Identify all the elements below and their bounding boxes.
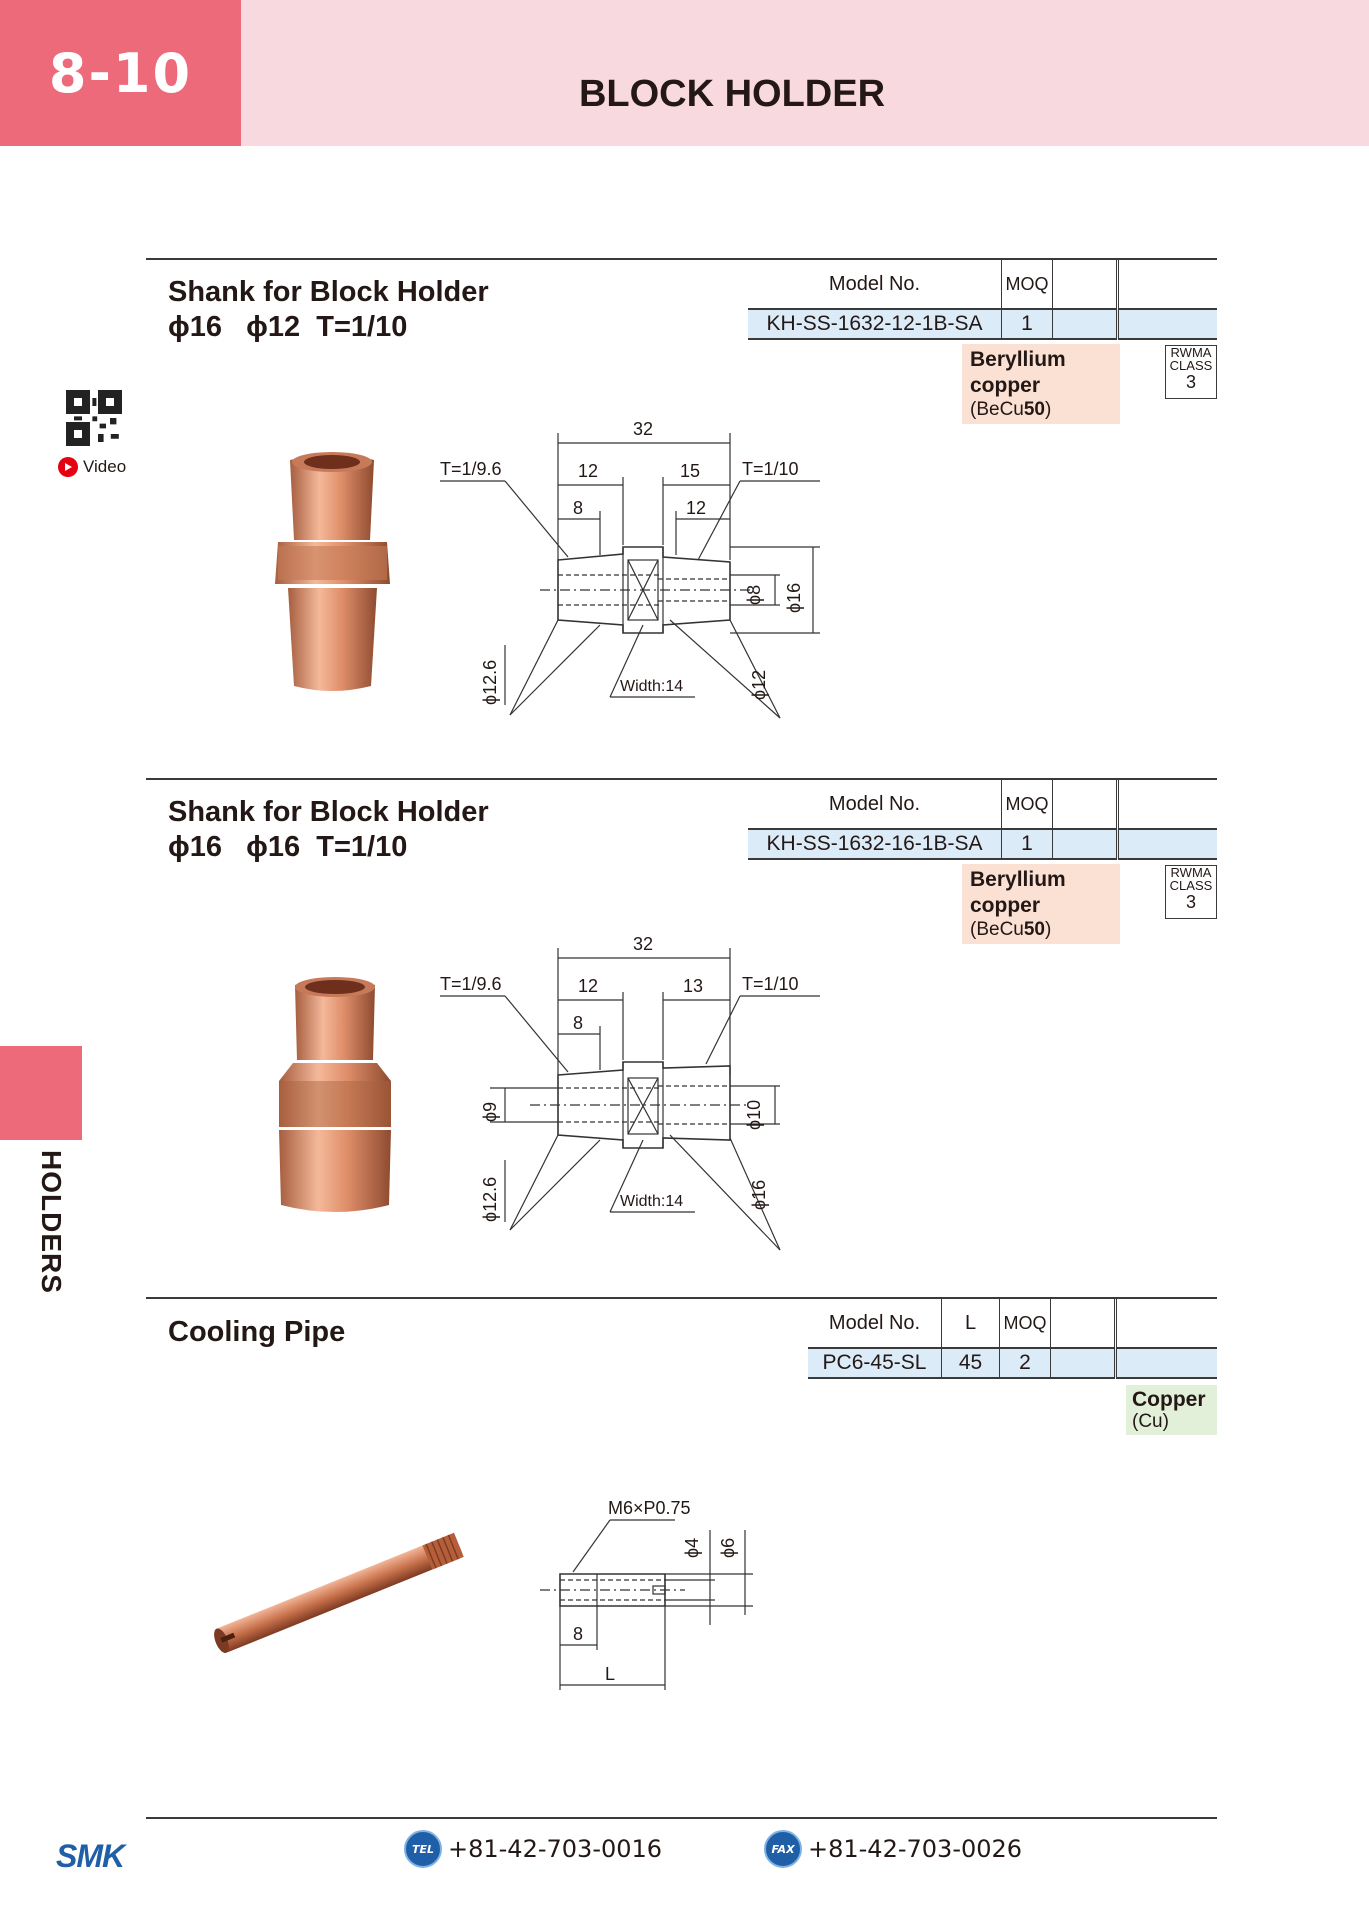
width-label: Width:14 xyxy=(620,1193,684,1210)
dim-phi16: ϕ16 xyxy=(784,582,804,613)
material-code: (BeCu50) xyxy=(970,919,1052,940)
dim-overall: 32 xyxy=(633,419,654,439)
dim-8: 8 xyxy=(573,1013,584,1033)
section-subtitle: ϕ16 ϕ16 T=1/10 xyxy=(168,831,408,863)
width-label: Width:14 xyxy=(620,678,684,695)
section-title: Shank for Block Holder xyxy=(168,276,489,308)
dim-phi8: ϕ8 xyxy=(744,584,764,605)
dim-phi6: ϕ6 xyxy=(718,1537,738,1558)
dim-12: 12 xyxy=(578,976,599,996)
tel-icon: TEL xyxy=(404,1830,442,1868)
dim-phi9: ϕ9 xyxy=(480,1101,500,1122)
page-number: 8-10 xyxy=(0,0,241,146)
dim-13: 13 xyxy=(683,976,704,996)
moq-value: 1 xyxy=(1002,829,1053,859)
col-model-header: Model No. xyxy=(828,792,921,815)
section-title: Cooling Pipe xyxy=(168,1316,346,1348)
video-label: Video xyxy=(83,457,127,476)
dim-phi12-6: ϕ12.6 xyxy=(480,659,500,705)
material-name: Beryllium copper xyxy=(970,868,1066,917)
footer-divider xyxy=(146,1817,1217,1819)
moq-value: 1 xyxy=(1002,309,1053,339)
material-code: (BeCu50) xyxy=(970,399,1052,420)
col-moq-header: MOQ xyxy=(1002,780,1053,829)
fax-contact[interactable] xyxy=(764,1830,1022,1868)
dim-phi12: ϕ12 xyxy=(749,669,769,700)
technical-drawing xyxy=(430,415,830,725)
material-name: Beryllium copper xyxy=(970,348,1066,397)
material-badge xyxy=(1126,1385,1217,1435)
section-subtitle: ϕ16 ϕ12 T=1/10 xyxy=(168,311,408,343)
side-tab xyxy=(0,1046,82,1140)
col-model-header: Model No. xyxy=(828,272,921,295)
video-link[interactable] xyxy=(58,457,126,477)
right-taper-label: T=1/10 xyxy=(742,459,799,479)
model-table xyxy=(748,780,1217,860)
material-name: Copper xyxy=(1132,1388,1206,1411)
dim-12b: 12 xyxy=(686,498,707,518)
technical-drawing xyxy=(535,1490,765,1700)
col-model-header: Model No. xyxy=(828,1311,921,1334)
product-photo xyxy=(270,450,395,695)
material-code: (Cu) xyxy=(1132,1411,1169,1432)
dim-8: 8 xyxy=(573,1624,584,1644)
dim-12: 12 xyxy=(578,461,599,481)
thread-label: M6×P0.75 xyxy=(608,1498,691,1518)
dim-phi12-6: ϕ12.6 xyxy=(480,1176,500,1222)
dim-L: L xyxy=(605,1664,616,1684)
material-badge xyxy=(962,864,1120,944)
play-icon xyxy=(58,457,78,477)
fax-icon: FAX xyxy=(764,1830,802,1868)
qr-code-icon[interactable] xyxy=(66,390,122,446)
length-value: 45 xyxy=(942,1348,1000,1378)
dim-15: 15 xyxy=(680,461,701,481)
rwma-class-box: RWMA CLASS 3 xyxy=(1165,865,1217,919)
section-title: Shank for Block Holder xyxy=(168,796,489,828)
left-taper-label: T=1/9.6 xyxy=(440,974,502,994)
tel-contact[interactable] xyxy=(404,1830,662,1868)
moq-value: 2 xyxy=(1000,1348,1051,1378)
technical-drawing xyxy=(430,930,830,1260)
dim-phi16: ϕ16 xyxy=(749,1179,769,1210)
right-taper-label: T=1/10 xyxy=(742,974,799,994)
product-photo xyxy=(205,1530,475,1660)
page-title-text: BLOCK HOLDER xyxy=(578,72,886,115)
col-moq-header: MOQ xyxy=(1002,260,1053,309)
model-table xyxy=(808,1299,1217,1379)
col-moq-header: MOQ xyxy=(1000,1299,1051,1348)
page-title xyxy=(241,0,1223,190)
model-number[interactable]: PC6-45-SL xyxy=(808,1348,942,1378)
dim-phi10: ϕ10 xyxy=(744,1099,764,1130)
model-table xyxy=(748,260,1217,340)
material-badge xyxy=(962,344,1120,424)
product-photo xyxy=(275,975,395,1215)
model-number[interactable]: KH-SS-1632-12-1B-SA xyxy=(748,309,1002,339)
dim-8: 8 xyxy=(573,498,584,518)
model-number[interactable]: KH-SS-1632-16-1B-SA xyxy=(748,829,1002,859)
brand-logo: SMK xyxy=(56,1838,125,1874)
left-taper-label: T=1/9.6 xyxy=(440,459,502,479)
dim-overall: 32 xyxy=(633,934,654,954)
tel-number: +81-42-703-0016 xyxy=(448,1835,663,1863)
rwma-class-box: RWMA CLASS 3 xyxy=(1165,345,1217,399)
side-tab-label: HOLDERS xyxy=(36,1150,67,1294)
fax-number: +81-42-703-0026 xyxy=(808,1835,1023,1863)
col-l-header: L xyxy=(942,1299,1000,1348)
dim-phi4: ϕ4 xyxy=(682,1537,702,1558)
